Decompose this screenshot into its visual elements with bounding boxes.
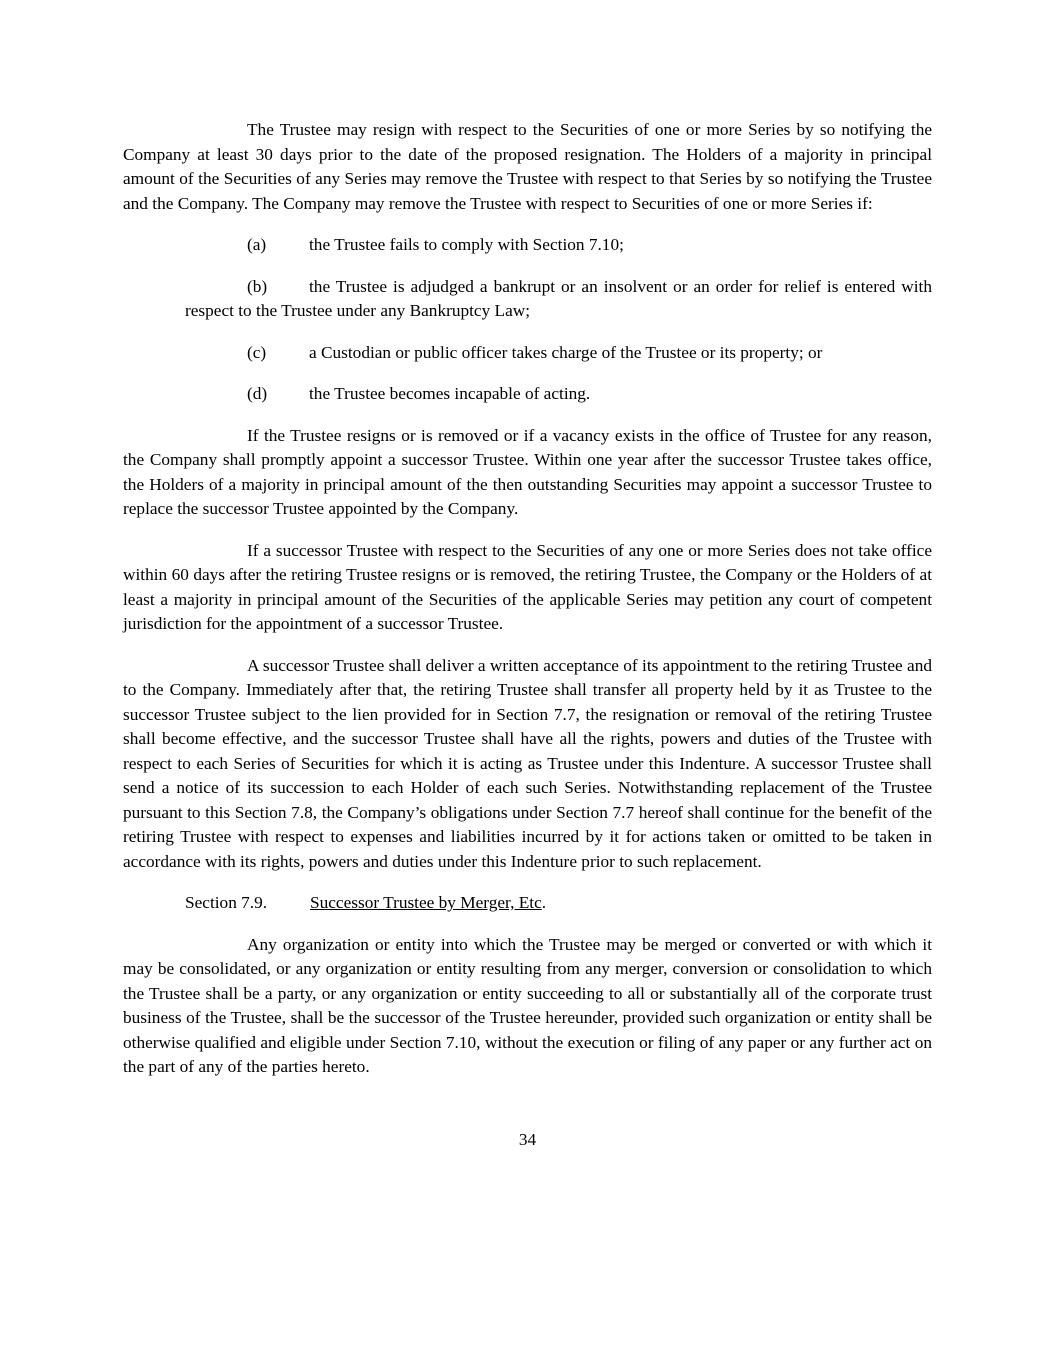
- paragraph-petition-court: If a successor Trustee with respect to the Securities of any one or more Series does not take office within 60 days after the retiring Trustee resigns or is removed, the retiring Trustee, the Company or the Holders of at least a majority in principal amount of the Securities of the applicable Series may petition any court of competent jurisdiction for the appointment of a successor Trustee.: [123, 540, 932, 633]
- list-marker-d: (d): [247, 384, 268, 403]
- list-text-c: a Custodian or public officer takes charge of the Trustee or its property; or: [309, 342, 823, 362]
- section-title: Successor Trustee by Merger, Etc: [310, 893, 542, 912]
- list-text-b: the Trustee is adjudged a bankrupt or an insolvent or an order for relief is entered with respect to the Trustee under any Bankruptcy Law;: [185, 276, 932, 320]
- section-title-suffix: .: [541, 893, 547, 912]
- paragraph-trustee-resign: The Trustee may resign with respect to the Securities of one or more Series by so notifying the Company at least 30 days prior to the date of the proposed resignation. The Holders of a majority in principal amount of the Securities of any Series may remove the Trustee with respect to that Series by so notifying the Trustee and the Company. The Company may remove the Trustee with respect to Securities of one or more Series if:: [123, 120, 932, 213]
- list-item-d: [185, 382, 932, 407]
- list-item-b: [185, 275, 932, 324]
- list-text-a: the Trustee fails to comply with Section 7.10;: [309, 235, 624, 254]
- paragraph-vacancy: If the Trustee resigns or is removed or if a vacancy exists in the office of Trustee for any reason, the Company shall promptly appoint a successor Trustee. Within one year after the successor Trustee takes office, the Holders of a majority in principal amount of the then outstanding Securities may appoint a successor Trustee to replace the successor Trustee appointed by the Company.: [123, 425, 932, 518]
- paragraph-successor-acceptance: A successor Trustee shall deliver a written acceptance of its appointment to the retiring Trustee and to the Company. Immediately after that, the retiring Trustee shall transfer all property held by it as Trustee to the successor Trustee subject to the lien provided for in Section 7.7, the resignation or removal of the retiring Trustee shall become effective, and the successor Trustee shall have all the rights, powers and duties of the Trustee with respect to each Series of Securities for which it is acting as Trustee under this Indenture. A successor Trustee shall send a notice of its succession to each Holder of each such Series. Notwithstanding replacement of the Trustee pursuant to this Section 7.8, the Company’s obligations under Section 7.7 hereof shall continue for the benefit of the retiring Trustee with respect to expenses and liabilities incurred by it for actions taken or omitted to be taken in accordance with its rights, powers and duties under this Indenture prior to such replacement.: [123, 655, 932, 871]
- section-heading-7-9: [185, 891, 932, 916]
- list-text-d: the Trustee becomes incapable of acting.: [309, 384, 591, 403]
- page-number: 34: [518, 1129, 537, 1149]
- list-marker-b: (b): [247, 276, 268, 296]
- list-marker-c: (c): [247, 342, 267, 362]
- list-marker-a: (a): [247, 235, 267, 254]
- section-number: Section 7.9.: [185, 893, 268, 912]
- paragraph-merger: Any organization or entity into which the Trustee may be merged or converted or with which it may be consolidated, or any organization or entity resulting from any merger, conversion or consolidation to which the Trustee shall be a party, or any organization or entity succeeding to all or substantially all of the corporate trust business of the Trustee, shall be the successor of the Trustee hereunder, provided such organization or entity shall be otherwise qualified and eligible under Section 7.10, without the execution or filing of any paper or any further act on the part of any of the parties hereto.: [123, 934, 932, 1076]
- list-item-c: [185, 341, 932, 366]
- list-item-a: [185, 233, 932, 258]
